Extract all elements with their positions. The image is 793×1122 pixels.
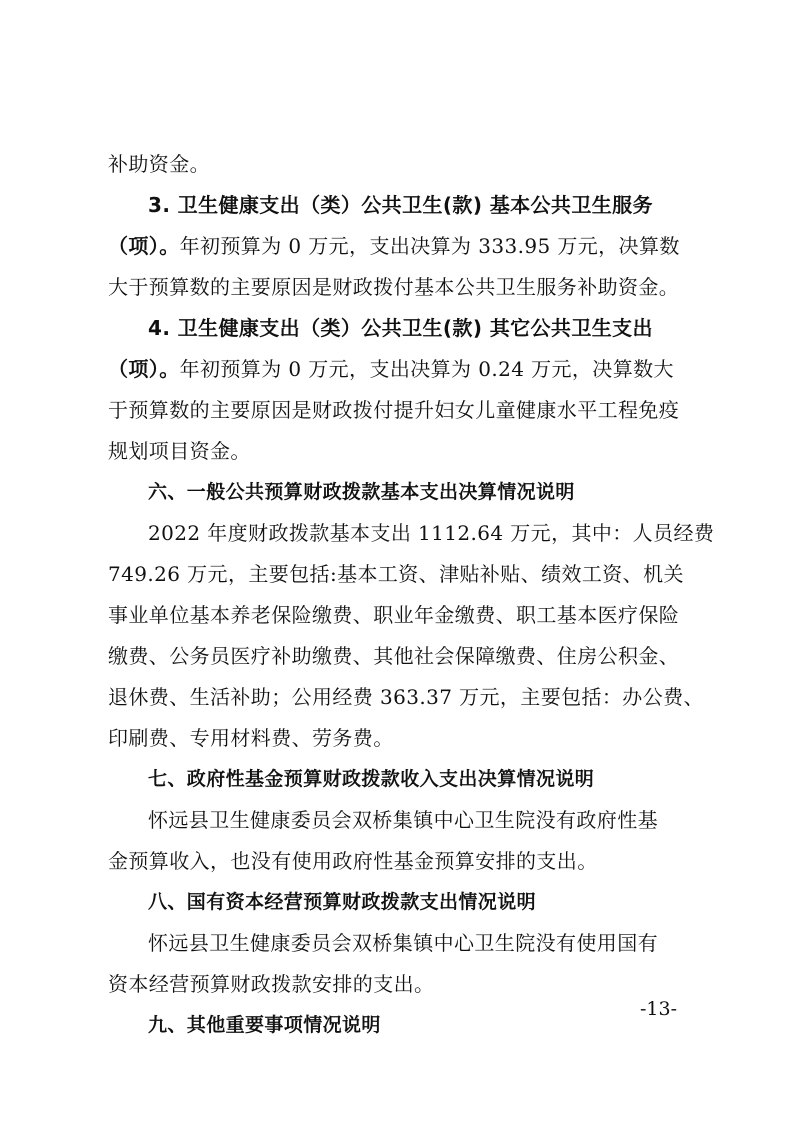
paragraph-line: 事业单位基本养老保险缴费、职业年金缴费、职工基本医疗保险	[108, 603, 680, 627]
page-number: -13-	[640, 998, 678, 1020]
item-3-heading: 3. 卫生健康支出（类）公共卫生(款) 基本公共卫生服务	[148, 193, 653, 217]
paragraph-line: 规划项目资金。	[108, 439, 251, 463]
section-7-heading: 七、政府性基金预算财政拨款收入支出决算情况说明	[148, 768, 595, 790]
paragraph-line: 怀远县卫生健康委员会双桥集镇中心卫生院没有政府性基	[148, 808, 658, 832]
item-3-heading-end: （项）。	[108, 234, 180, 258]
paragraph-line	[108, 232, 688, 260]
item-4-heading: 4. 卫生健康支出（类）公共卫生(款) 其它公共卫生支出	[148, 316, 653, 340]
paragraph-line: 于预算数的主要原因是财政拨付提升妇女儿童健康水平工程免疫	[108, 398, 680, 422]
paragraph-line: 金预算收入，也没有使用政府性基金预算安排的支出。	[108, 849, 598, 873]
section-8-heading: 八、国有资本经营预算财政拨款支出情况说明	[148, 891, 537, 913]
section-9-heading: 九、其他重要事项情况说明	[148, 1014, 381, 1036]
item-4-text: 年初预算为 0 万元，支出决算为 0.24 万元，决算数大	[179, 357, 674, 381]
paragraph-line: 大于预算数的主要原因是财政拨付基本公共卫生服务补助资金。	[108, 275, 680, 299]
paragraph-line: 资本经营预算财政拨款安排的支出。	[108, 972, 435, 996]
paragraph-line: 印刷费、专用材料费、劳务费。	[108, 726, 394, 750]
paragraph-line: 2022 年度财政拨款基本支出 1112.64 万元，其中：人员经费	[148, 521, 715, 545]
item-3-text: 年初预算为 0 万元，支出决算为 333.95 万元，决算数	[179, 234, 680, 258]
item-4-heading-end: （项）。	[108, 357, 180, 381]
section-6-heading: 六、一般公共预算财政拨款基本支出决算情况说明	[148, 481, 575, 503]
paragraph-line: 怀远县卫生健康委员会双桥集镇中心卫生院没有使用国有	[148, 931, 658, 955]
paragraph-line	[108, 355, 688, 383]
paragraph-line: 补助资金。	[108, 152, 210, 176]
paragraph-line: 缴费、公务员医疗补助缴费、其他社会保障缴费、住房公积金、	[108, 644, 680, 668]
paragraph-line: 749.26 万元，主要包括:基本工资、津贴补贴、绩效工资、机关	[108, 562, 684, 586]
paragraph-line: 退休费、生活补助；公用经费 363.37 万元，主要包括：办公费、	[108, 685, 704, 709]
